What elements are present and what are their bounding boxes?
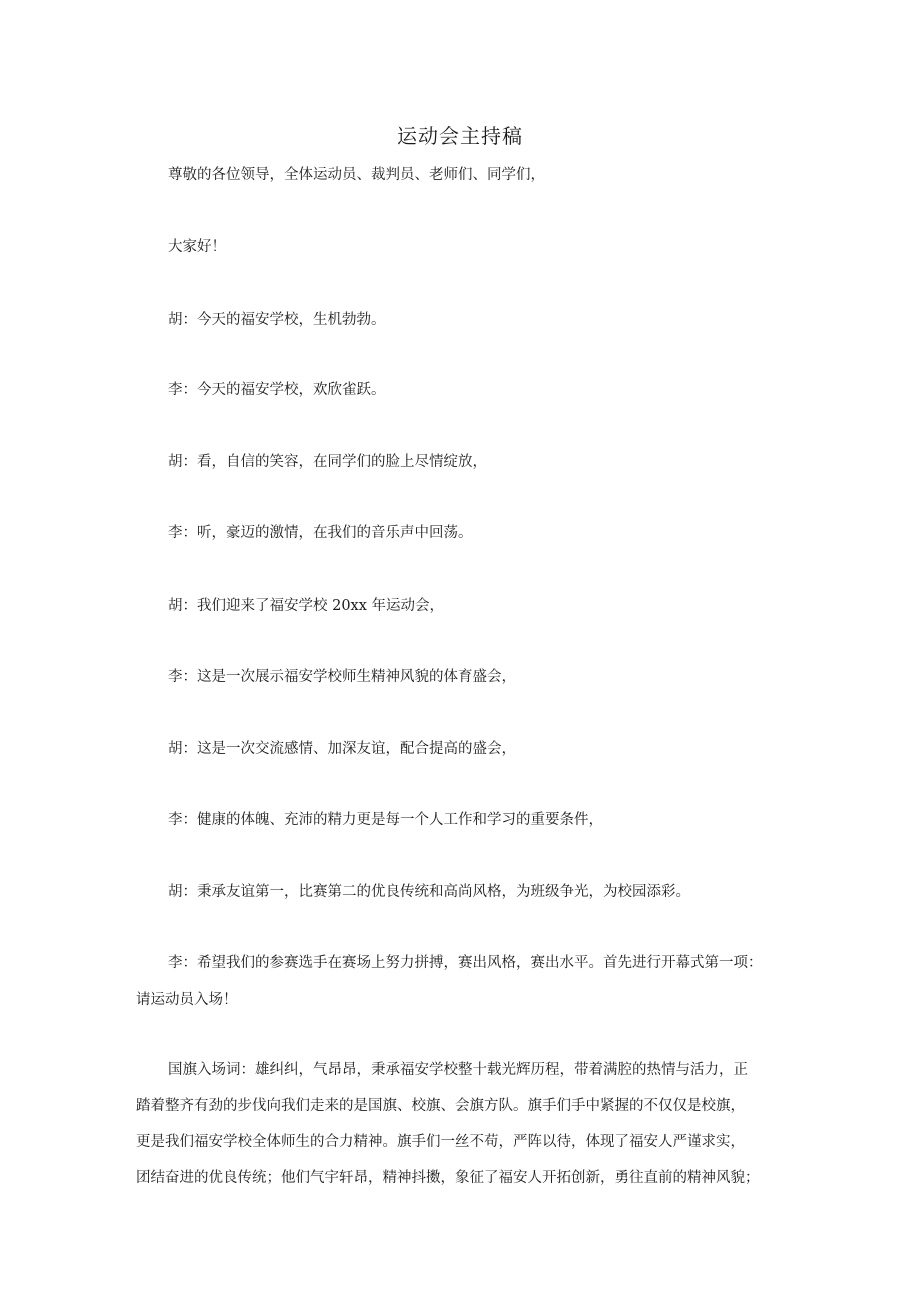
dialogue-line: 李：健康的体魄、充沛的精力更是每一个人工作和学习的重要条件， (168, 812, 603, 828)
dialogue-line: 胡：我们迎来了福安学校 20xx 年运动会， (168, 598, 445, 614)
dialogue-line: 李：希望我们的参赛选手在赛场上努力拼搏，赛出风格，赛出水平。首先进行开幕式第一项： (168, 955, 763, 971)
flag-paragraph-line: 更是我们福安学校全体师生的合力精神。旗手们一丝不苟，严阵以待，体现了福安人严谨求实， (136, 1134, 745, 1150)
dialogue-line: 胡：这是一次交流感情、加深友谊，配合提高的盛会， (168, 741, 516, 757)
flag-paragraph-line: 踏着整齐有劲的步伐向我们走来的是国旗、校旗、会旗方队。旗手们手中紧握的不仅仅是校旗， (136, 1098, 745, 1114)
hello-line: 大家好！ (168, 239, 226, 255)
flag-paragraph-line: 团结奋进的优良传统；他们气宇轩昂，精神抖擞，象征了福安人开拓创新，勇往直前的精神风貌； (136, 1170, 760, 1186)
flag-paragraph-line: 国旗入场词：雄纠纠，气昂昂，秉承福安学校整十载光辉历程，带着满腔的热情与活力，正 (168, 1062, 748, 1078)
document-title: 运动会主持稿 (397, 124, 523, 148)
dialogue-line-continuation: 请运动员入场！ (136, 992, 238, 1008)
dialogue-line: 胡：秉承友谊第一，比赛第二的优良传统和高尚风格，为班级争光，为校园添彩。 (168, 884, 690, 900)
dialogue-line: 李：今天的福安学校，欢欣雀跃。 (168, 382, 386, 398)
dialogue-line: 胡：看，自信的笑容，在同学们的脸上尽情绽放， (168, 454, 487, 470)
dialogue-line: 李：听，豪迈的激情，在我们的音乐声中回荡。 (168, 525, 473, 541)
dialogue-line: 李：这是一次展示福安学校师生精神风貌的体育盛会， (168, 669, 516, 685)
dialogue-line: 胡：今天的福安学校，生机勃勃。 (168, 312, 386, 328)
greeting-line: 尊敬的各位领导，全体运动员、裁判员、老师们、同学们， (168, 167, 545, 183)
